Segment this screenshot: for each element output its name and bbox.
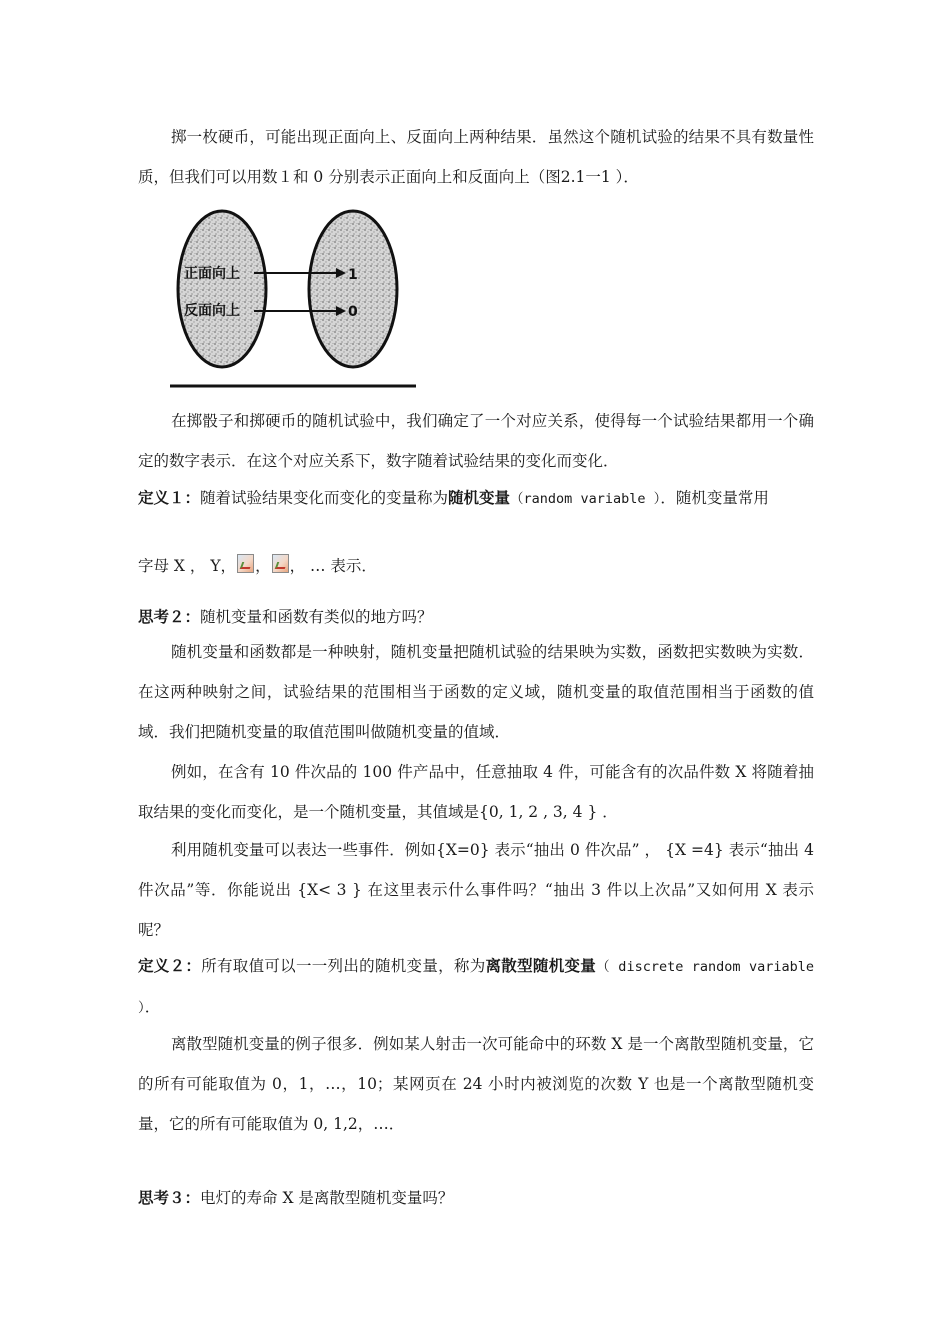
sample-space-ellipse	[178, 211, 266, 367]
term-discrete-random-variable-en: （ discrete random variable ）	[138, 959, 814, 1016]
definition-1-line1	[138, 478, 814, 519]
think-2-label: 思考２：	[138, 607, 201, 626]
definition-1-text-a: 随着试验结果变化而变化的变量称为	[200, 489, 449, 507]
paragraph-correspondence: 在掷骰子和掷硬币的随机试验中，我们确定了一个对应关系，使得每一个试验结果都用一个确定的数字表示．在这个对应关系下，数字随着试验结果的变化而变化．	[138, 412, 814, 470]
definition-2-text-a: 所有取值可以一一列出的随机变量，称为	[201, 957, 486, 975]
think-3-text: 电灯的寿命 X 是离散型随机变量吗？	[200, 1189, 454, 1207]
term-random-variable-en: （random variable ）	[510, 491, 661, 507]
think-3-label: 思考３：	[138, 1188, 201, 1207]
real-number-ellipse	[309, 211, 397, 367]
paragraph-example-defects: 例如，在含有 10 件次品的 100 件产品中，任意抽取 4 件，可能含有的次品件数 X 将随着抽取结果的变化而变化，是一个随机变量，其值域是{0, 1, 2 , 3, 4 } ．	[138, 763, 814, 821]
definition-1-tail: ， … 表示．	[289, 557, 377, 575]
definition-1-letters: 字母 X ， Y，	[138, 557, 237, 575]
term-random-variable: 随机变量	[448, 488, 511, 507]
broken-image-icon	[272, 554, 289, 573]
term-discrete-random-variable: 离散型随机变量	[485, 956, 597, 975]
think-3	[138, 1178, 814, 1218]
definition-1-line2	[138, 546, 814, 586]
definition-1-separator: ，	[255, 557, 271, 575]
paragraph-events: 利用随机变量可以表达一些事件．例如{X=0} 表示“抽出 0 件次品” ， {X =4} 表示“抽出 4 件次品”等．你能说出 {X< 3 } 在这里表示什么事件吗？“抽出 3 件以上次品”又如何用 X 表示呢？	[138, 841, 814, 939]
definition-1-text-b: ．随机变量常用	[660, 489, 769, 507]
think-2-text: 随机变量和函数有类似的地方吗？	[200, 608, 433, 626]
definition-2	[138, 946, 814, 1028]
value-one: 1	[348, 267, 358, 283]
label-heads: 正面向上	[184, 266, 240, 282]
definition-1-label: 定义１：	[138, 488, 201, 507]
mapping-figure	[166, 205, 418, 391]
paragraph-mapping: 随机变量和函数都是一种映射，随机变量把随机试验的结果映为实数，函数把实数映为实数．在这两种映射之间，试验结果的范围相当于函数的定义域，随机变量的取值范围相当于函数的值域．我们把随机变量的取值范围叫做随机变量的值域．	[138, 643, 814, 741]
label-tails: 反面向上	[184, 303, 240, 319]
paragraph-discrete-examples: 离散型随机变量的例子很多．例如某人射击一次可能命中的环数 X 是一个离散型随机变量，它的所有可能取值为 0，1，…，10；某网页在 24 小时内被浏览的次数 Y 也是一个离散型随机变量，它的所有可能取值为 0, 1,2，…．	[138, 1035, 814, 1133]
value-zero: 0	[348, 304, 358, 320]
think-2	[138, 597, 814, 637]
definition-2-text-b: ．	[144, 998, 161, 1016]
paragraph-coin-toss: 掷一枚硬币，可能出现正面向上、反面向上两种结果．虽然这个随机试验的结果不具有数量性质，但我们可以用数１和 0 分别表示正面向上和反面向上（图2.1一1 ）．	[138, 128, 814, 186]
definition-2-label: 定义２：	[138, 956, 202, 975]
broken-image-icon	[237, 554, 254, 573]
